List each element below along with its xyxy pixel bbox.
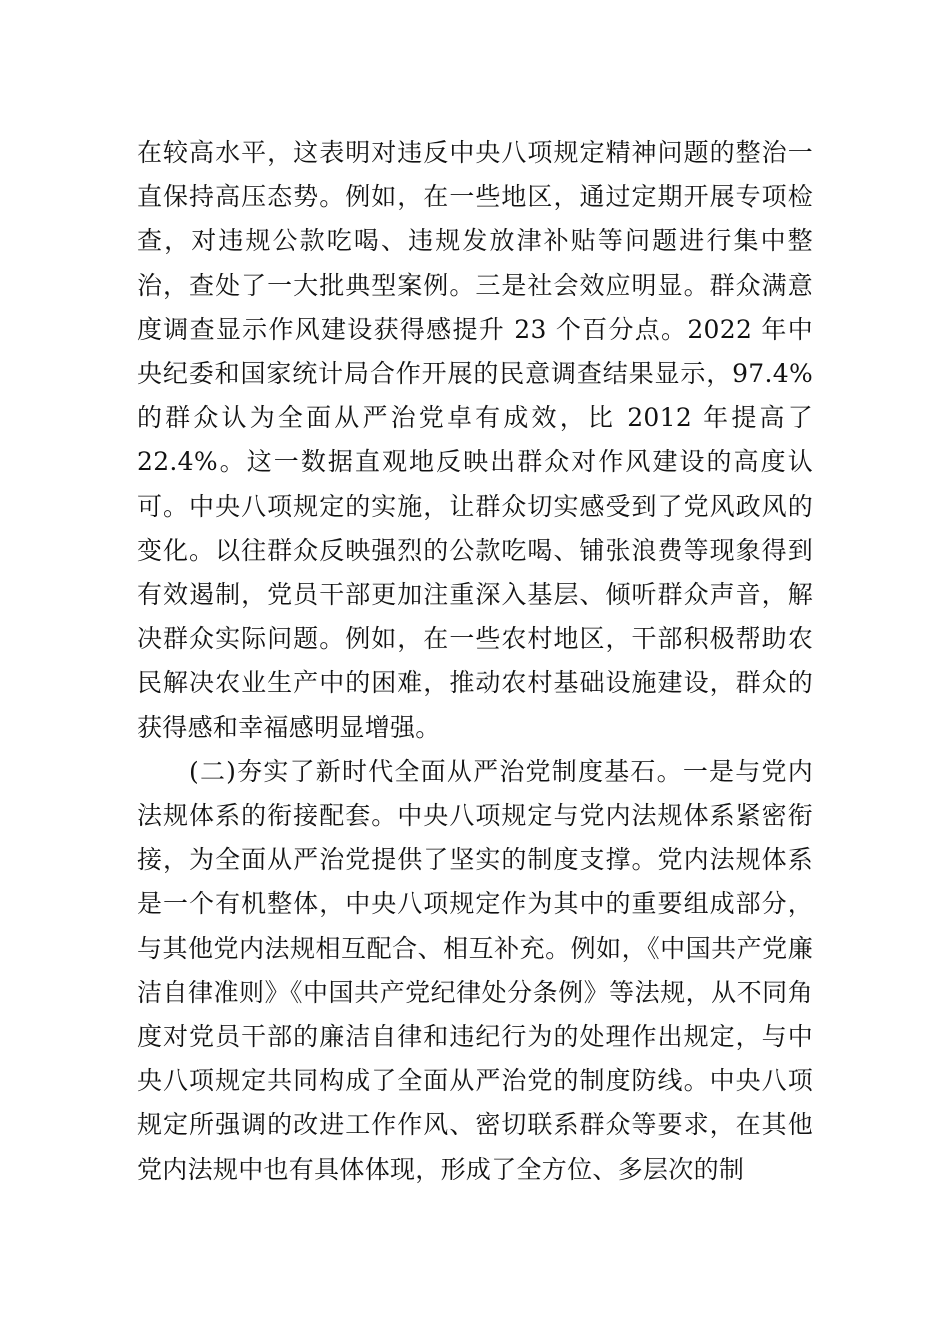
paragraph-section-two: (二)夯实了新时代全面从严治党制度基石。一是与党内法规体系的衔接配套。中央八项规定与党内法规体系紧密衔接，为全面从严治党提供了坚实的制度支撑。党内法规体系是一个有机整体，中央八项规定作为其中的重要组成部分，与其他党内法规相互配合、相互补充。例如，《中国共产党廉洁自律准则》《中国共产党纪律处分条例》等法规，从不同角度对党员干部的廉洁自律和违纪行为的处理作出规定，与中央八项规定共同构成了全面从严治党的制度防线。中央八项规定所强调的改进工作作风、密切联系群众等要求，在其他党内法规中也有具体体现，形成了全方位、多层次的制 <box>137 756 813 1184</box>
document-body <box>137 131 813 1192</box>
paragraph-continuation: 在较高水平，这表明对违反中央八项规定精神问题的整治一直保持高压态势。例如，在一些地区，通过定期开展专项检查，对违规公款吃喝、违规发放津补贴等问题进行集中整治，查处了一大批典型案例。三是社会效应明显。群众满意度调查显示作风建设获得感提升 23 个百分点。2022 年中央纪委和国家统计局合作开展的民意调查结果显示，97.4%的群众认为全面从严治党卓有成效，比 2012 年提高了 22.4%。这一数据直观地反映出群众对作风建设的高度认可。中央八项规定的实施，让群众切实感受到了党风政风的变化。以往群众反映强烈的公款吃喝、铺张浪费等现象得到有效遏制，党员干部更加注重深入基层、倾听群众声音，解决群众实际问题。例如，在一些农村地区，干部积极帮助农民解决农业生产中的困难，推动农村基础设施建设，群众的获得感和幸福感明显增强。 <box>137 138 813 742</box>
